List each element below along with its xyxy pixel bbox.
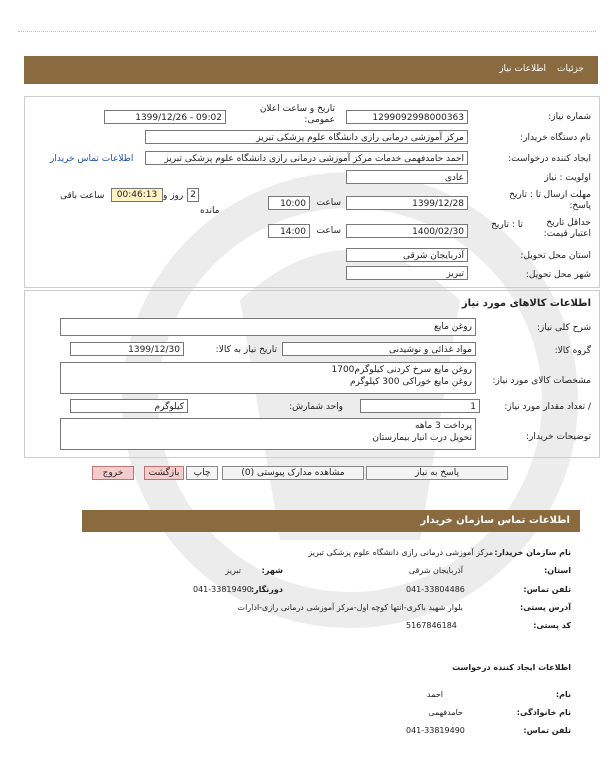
deadline-time-label: ساعت [316, 198, 341, 208]
desc-label: شرح کلی نیاز: [536, 323, 591, 333]
contact-phone-value: 041-33804486 [406, 585, 465, 594]
goods-section-title: اطلاعات کالاهای مورد نیاز [461, 298, 591, 309]
priority-field: عادی [346, 170, 468, 184]
org-label: نام سازمان خریدار: [494, 548, 571, 557]
print-button[interactable]: چاپ [186, 466, 218, 480]
deadline-date-field: 1399/12/28 [346, 196, 468, 210]
buyer-field: مرکز آموزشی درمانی رازی دانشگاه علوم پزشکی تبریز [145, 130, 468, 144]
need-number-label: شماره نیاز: [548, 112, 591, 122]
unit-field: کیلوگرم [70, 399, 188, 413]
qty-label: / تعداد مقدار مورد نیاز: [504, 402, 591, 412]
province-field: آذربایجان شرقی [346, 248, 468, 262]
address-label: آدرس پستی: [520, 603, 571, 612]
group-field: مواد غذائی و نوشیدنی [282, 342, 476, 356]
need-number-field: 1299092998000363 [346, 110, 468, 124]
top-divider [18, 31, 596, 32]
contact-header [82, 510, 580, 532]
exit-button[interactable]: خروج [92, 466, 134, 480]
creator-info-title: اطلاعات ایجاد کننده درخواست [452, 663, 571, 672]
province-label: استان محل تحویل: [520, 251, 591, 261]
contact-city-value: تبریز [225, 566, 241, 575]
contact-phone-label: تلفن تماس: [523, 585, 571, 594]
contact-province-value: آذربایجان شرقی [408, 566, 463, 575]
creator-label: ایجاد کننده درخواست: [508, 154, 591, 164]
creator-phone-value: 041-33819490 [406, 726, 465, 735]
tab-need-info[interactable]: اطلاعات نیاز [499, 64, 546, 74]
remaining-label: ساعت باقی [60, 191, 105, 201]
deadline-label: مهلت ارسال پاسخ: [543, 190, 591, 211]
city-field: تبریز [346, 266, 468, 280]
validity-date-field: 1400/02/30 [346, 224, 468, 238]
city-label: شهر محل تحویل: [525, 270, 591, 280]
specs-label: مشخصات کالای مورد نیاز: [492, 376, 591, 386]
notes-label: توضیحات خریدار: [525, 432, 591, 442]
validity-time-field: 14:00 [268, 224, 310, 238]
postal-value: 5167846184 [406, 621, 457, 630]
validity-to-date-label: تا : تاریخ [491, 220, 523, 230]
deadline-time-field: 10:00 [268, 196, 310, 210]
group-label: گروه کالا: [554, 346, 591, 356]
contact-city-label: شهر: [261, 566, 283, 575]
page-header [24, 56, 598, 84]
buyer-label: نام دستگاه خریدار: [520, 133, 591, 143]
org-value: مرکز آموزشی درمانی رازی دانشگاه علوم پزشکی تبریز [308, 548, 493, 557]
specs-field [60, 362, 476, 394]
buyer-contact-link[interactable]: اطلاعات تماس خریدار [50, 154, 134, 164]
contact-title: اطلاعات تماس سازمان خریدار [420, 515, 570, 526]
days-label: روز و [163, 191, 184, 201]
specs-line-1: روغن مایع سرخ کردنی کیلوگرم1700 [331, 365, 472, 375]
deadline-to-date-label: تا : تاریخ [509, 190, 541, 200]
creator-family-label: نام خانوادگی: [516, 708, 571, 717]
validity-time-label: ساعت [316, 226, 341, 236]
validity-label: حداقل تاریخ اعتبار قیمت: [543, 218, 591, 239]
specs-line-2: روغن مایع خوراکی 300 کیلوگرم [349, 377, 472, 387]
tab-details[interactable]: جزئیات [557, 64, 584, 74]
notes-line-1: پرداخت 3 ماهه [415, 421, 472, 431]
desc-field: روغن مایع [60, 318, 476, 336]
creator-field: احمد حامدفهمی خدمات مرکز آموزشی درمانی رازی دانشگاه علوم پزشکی تبریز [145, 151, 468, 165]
creator-phone-label: تلفن تماس: [523, 726, 571, 735]
announce-date-field: 1399/12/26 - 09:02 [104, 110, 226, 124]
remaining-suffix: مانده [200, 206, 220, 216]
contact-fax-label: دورنگار: [250, 585, 283, 594]
priority-label: اولویت : نیاز [544, 173, 591, 183]
contact-province-label: استان: [544, 566, 571, 575]
announce-label: تاریخ و ساعت اعلان عمومی: [259, 104, 335, 125]
back-button[interactable]: بازگشت [144, 466, 184, 480]
notes-field [60, 418, 476, 450]
remaining-time-field: 00:46:13 [111, 188, 163, 202]
attachments-button[interactable]: مشاهده مدارک پیوستی (0) [222, 466, 364, 480]
creator-name-label: نام: [555, 690, 571, 699]
need-date-field: 1399/12/30 [70, 342, 184, 356]
reply-button[interactable]: پاسخ به نیاز [366, 466, 508, 480]
qty-field: 1 [360, 399, 480, 413]
address-value: بلوار شهید باکری-انتها کوچه اول-مرکز آموزشی درمانی رازی-ادارات [237, 603, 463, 612]
creator-name-value: احمد [427, 690, 443, 699]
contact-fax-value: 041-33819490 [193, 585, 252, 594]
creator-family-value: حامدفهمی [428, 708, 463, 717]
days-remaining-field: 2 [187, 188, 199, 202]
need-date-label: تاریخ نیاز به کالا: [215, 345, 277, 355]
unit-label: واحد شمارش: [289, 402, 343, 412]
notes-line-2: تحویل درب انبار بیمارستان [372, 433, 472, 443]
postal-label: کد پستی: [533, 621, 571, 630]
